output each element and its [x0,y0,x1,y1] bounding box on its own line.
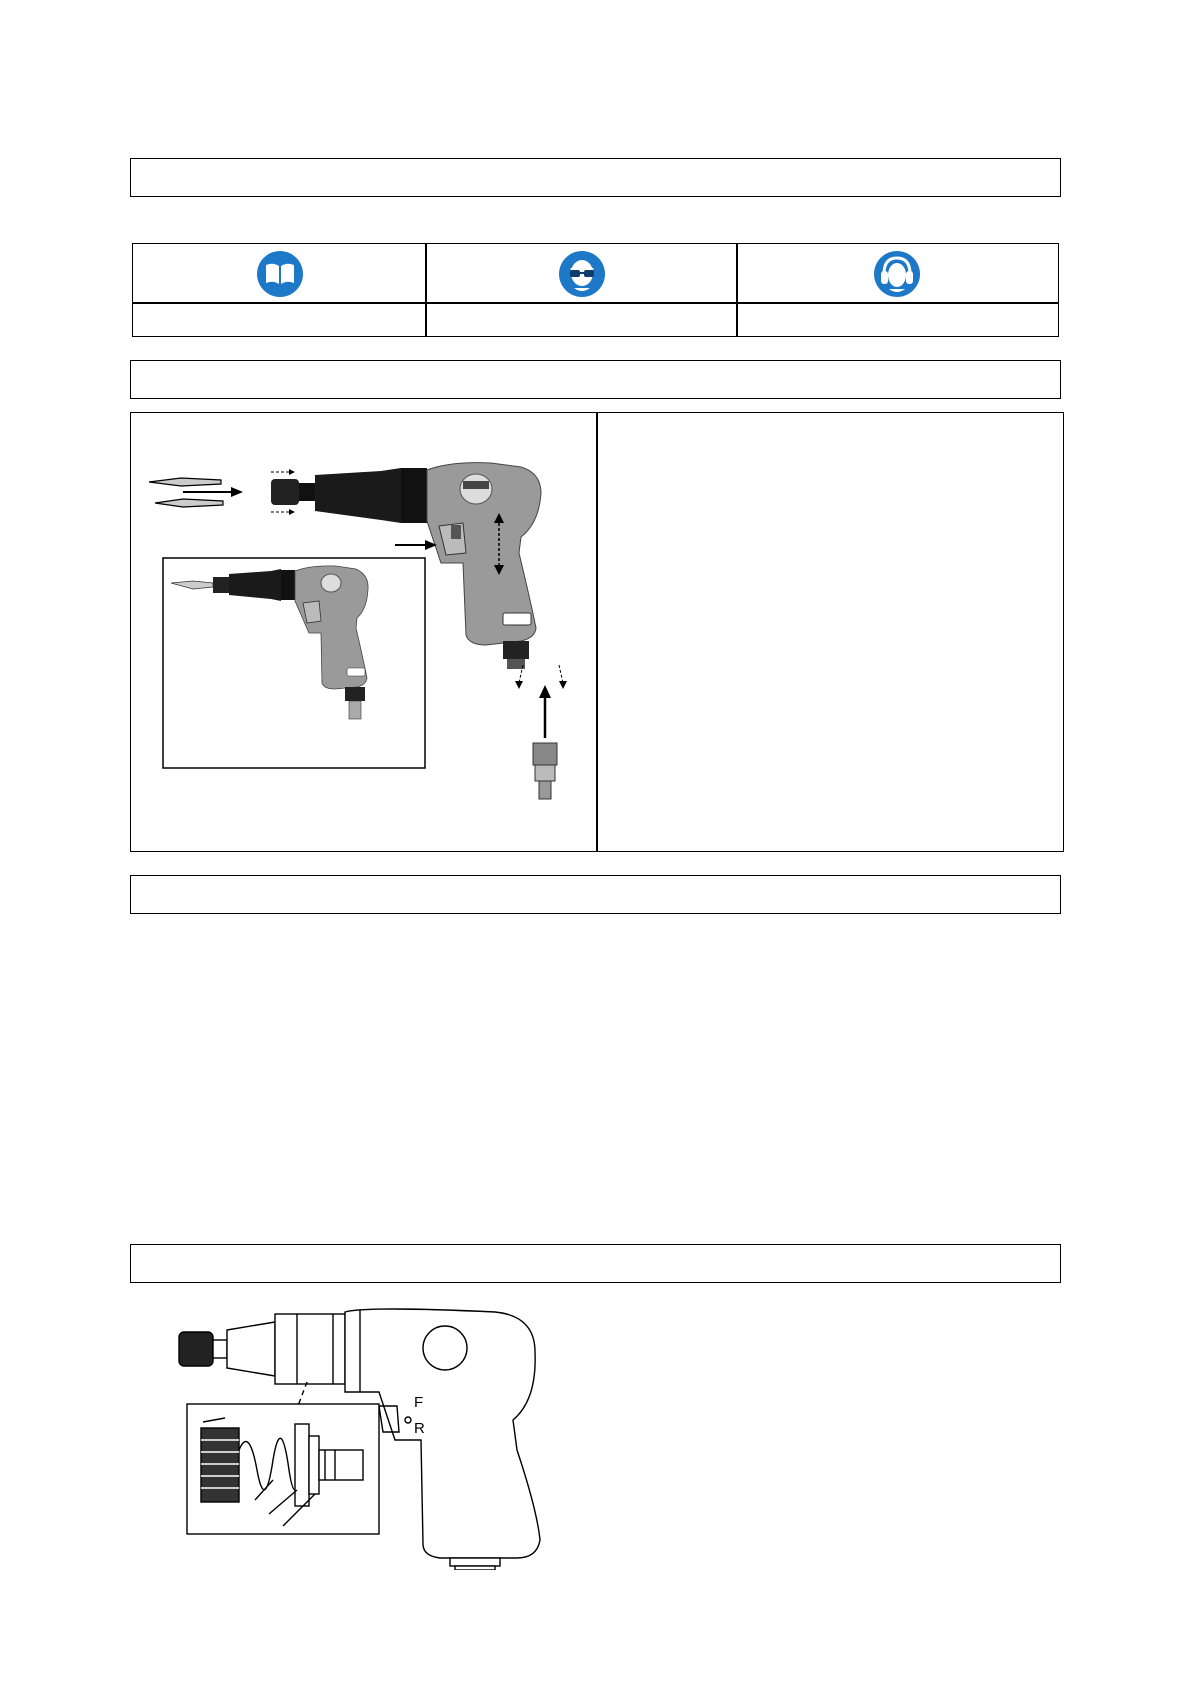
air-fitting [533,743,557,799]
pictogram-table [132,243,1059,337]
safety-heading-box [130,158,1061,197]
fitting-insert-arrow [539,685,551,738]
assembly-heading-box [130,360,1061,399]
adjustment-heading-box [130,1244,1061,1283]
assembly-divider [596,413,598,851]
caption-cell-1 [132,302,427,337]
caption-cell-3 [736,302,1059,337]
bit-insert-arrow [183,487,243,497]
reverse-label: R [414,1420,425,1437]
forward-label: F [414,1394,424,1411]
ear-protection-icon [873,250,921,298]
assembled-tool-inset [163,558,425,768]
trigger-arrow [395,540,437,550]
read-manual-icon [256,250,304,298]
operation-heading-box [130,875,1061,914]
clutch-adjustment-diagram [165,1300,585,1570]
caption-cell-2 [425,302,738,337]
air-screwdriver-illustration [131,413,595,851]
assembly-panel [130,412,1064,852]
eye-protection-icon [558,250,606,298]
